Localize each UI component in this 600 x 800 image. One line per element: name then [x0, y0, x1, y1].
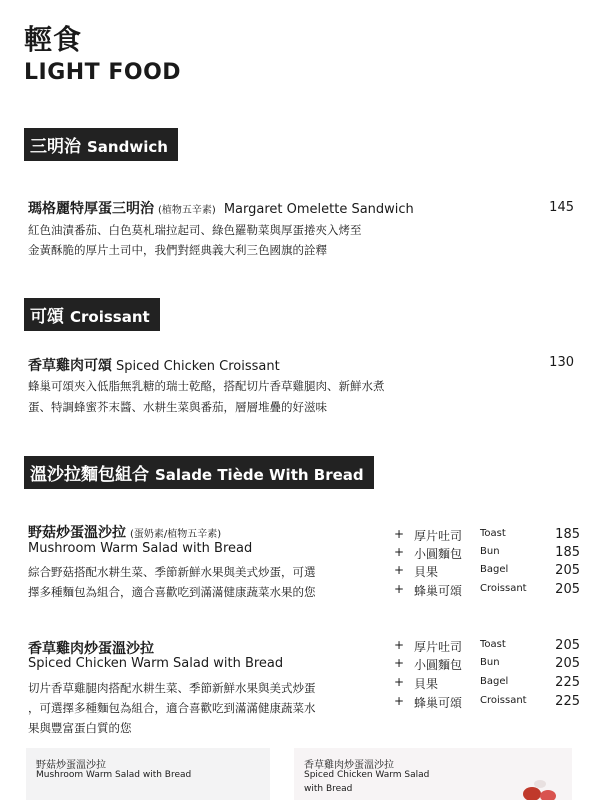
section-title-zh: 可頌 — [30, 307, 64, 327]
section-title-zh: 三明治 — [30, 137, 81, 157]
section-header-salad — [24, 456, 374, 489]
item-description-line: 紅色油漬番茄、白色莫札瑞拉起司、綠色羅勒菜與厚蛋捲夾入烤至 — [28, 223, 362, 237]
page-title-en: LIGHT FOOD — [24, 60, 182, 85]
option-name-en: Toast — [480, 639, 506, 650]
section-header-croissant — [24, 298, 160, 331]
option-name-zh: 貝果 — [414, 565, 439, 579]
item-description-line: 綜合野菇搭配水耕生菜、季節新鮮水果與美式炒蛋，可選 — [28, 565, 316, 579]
option-name-zh: 蜂巢可頌 — [414, 584, 463, 598]
bread-option-row — [394, 582, 580, 600]
option-name-zh: 小圓麵包 — [414, 547, 463, 561]
plus-icon: + — [394, 656, 405, 670]
item-note: (植物五辛素) — [158, 205, 216, 216]
option-name-en: Toast — [480, 528, 506, 539]
bread-option-row — [394, 694, 580, 712]
option-price: 205 — [555, 582, 580, 597]
plus-icon: + — [394, 638, 405, 652]
option-name-zh: 貝果 — [414, 677, 439, 691]
item-description-line: 擇多種麵包為組合，適合喜歡吃到滿滿健康蔬菜水果的您 — [28, 585, 316, 599]
option-name-zh: 小圓麵包 — [414, 658, 463, 672]
item-description-line: 蜂巢可頌夾入低脂無乳糖的瑞士乾酪，搭配切片香草雞腿肉、新鮮水煮 — [28, 379, 385, 393]
section-title-en: Salade Tiède With Bread — [155, 466, 364, 484]
bread-option-row — [394, 656, 580, 674]
plus-icon: + — [394, 675, 405, 689]
bread-option-row — [394, 527, 580, 545]
item-name-zh: 香草雞肉炒蛋溫沙拉 — [28, 641, 154, 657]
option-price: 185 — [555, 527, 580, 542]
option-price: 225 — [555, 675, 580, 690]
item-name-en: Margaret Omelette Sandwich — [223, 202, 414, 217]
photo-card-chicken-salad — [294, 748, 572, 800]
bread-option-row — [394, 638, 580, 656]
bread-option-row — [394, 545, 580, 563]
plus-icon: + — [394, 694, 405, 708]
bread-option-row — [394, 563, 580, 581]
item-name-en: Spiced Chicken Warm Salad with Bread — [28, 656, 284, 671]
section-title-en: Sandwich — [87, 138, 168, 156]
photo-caption-en: Spiced Chicken Warm Salad — [304, 770, 430, 780]
item-name-en: Spiced Chicken Croissant — [116, 359, 280, 374]
item-description-line: 果與豐富蛋白質的您 — [28, 721, 132, 735]
item-name-zh: 瑪格麗特厚蛋三明治 — [28, 201, 154, 217]
menu-item-name — [28, 522, 225, 542]
plus-icon: + — [394, 582, 405, 596]
option-price: 205 — [555, 563, 580, 578]
option-price: 205 — [555, 656, 580, 671]
menu-item-name — [28, 638, 154, 658]
option-name-en: Bun — [480, 546, 500, 557]
option-name-en: Bagel — [480, 564, 509, 575]
photo-card-mushroom-salad — [26, 748, 270, 800]
item-price: 130 — [549, 355, 574, 370]
plus-icon: + — [394, 563, 405, 577]
item-name-zh: 野菇炒蛋溫沙拉 — [28, 525, 126, 541]
item-description-line: 切片香草雞腿肉搭配水耕生菜、季節新鮮水果與美式炒蛋 — [28, 681, 316, 695]
option-price: 185 — [555, 545, 580, 560]
option-name-zh: 厚片吐司 — [414, 640, 463, 654]
menu-item-name — [28, 355, 280, 375]
item-price: 145 — [549, 200, 574, 215]
item-name-en: Mushroom Warm Salad with Bread — [28, 541, 253, 556]
option-name-zh: 蜂巢可頌 — [414, 696, 463, 710]
section-title-en: Croissant — [70, 308, 150, 326]
menu-item-name — [28, 198, 414, 218]
item-name-zh: 香草雞肉可頌 — [28, 358, 112, 374]
item-description-line: ，可選擇多種麵包為組合，適合喜歡吃到滿滿健康蔬菜水 — [28, 701, 316, 715]
plus-icon: + — [394, 527, 405, 541]
tomato-slice-icon — [518, 778, 558, 800]
section-header-sandwich — [24, 128, 178, 161]
photo-caption-zh: 野菇炒蛋溫沙拉 — [36, 760, 106, 771]
photo-caption-en-line2: with Bread — [304, 784, 353, 794]
photo-caption-en: Mushroom Warm Salad with Bread — [36, 770, 192, 780]
photo-caption-zh: 香草雞肉炒蛋溫沙拉 — [304, 760, 394, 771]
option-name-en: Croissant — [480, 583, 527, 594]
item-note: (蛋奶素/植物五辛素) — [130, 529, 222, 540]
option-name-en: Bagel — [480, 676, 509, 687]
section-title-zh: 溫沙拉麵包組合 — [30, 465, 149, 485]
item-description-line: 金黃酥脆的厚片土司中，我們對經典義大利三色國旗的詮釋 — [28, 243, 327, 257]
page-title-zh: 輕食 — [24, 23, 83, 56]
option-price: 225 — [555, 694, 580, 709]
option-name-zh: 厚片吐司 — [414, 529, 463, 543]
option-price: 205 — [555, 638, 580, 653]
plus-icon: + — [394, 545, 405, 559]
option-name-en: Croissant — [480, 695, 527, 706]
bread-option-row — [394, 675, 580, 693]
item-description-line: 蛋、特調蜂蜜芥末醬、水耕生菜與番茄，層層堆疊的好滋味 — [28, 400, 327, 414]
option-name-en: Bun — [480, 657, 500, 668]
